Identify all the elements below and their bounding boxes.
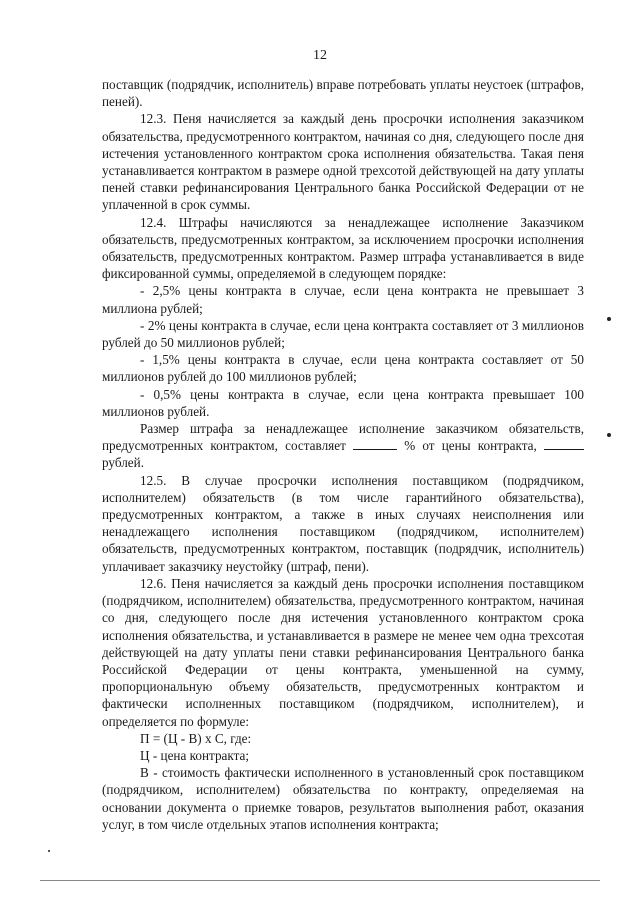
paragraph-12-6: 12.6. Пеня начисляется за каждый день просрочки исполнения поставщиком (подрядчиком, исполнителем) обязательства, предусмотренного контрактом, начиная со дня, следующего после дня истечения установленного контрактом срока исполнения обязательства, и устанавливается в размере не менее чем одна трехсотая действующей на дату уплаты пени ставки рефинансирования Центрального банка Российской Федерации от цены контракта, уменьшенной на сумму, пропорциональную объему обязательств, предусмотренных контрактом и фактически исполненных поставщиком (подрядчиком, исполнителем), и определяется по формуле: — [102, 575, 584, 729]
page-number: 12 — [313, 48, 327, 63]
rubles-blank — [544, 437, 584, 450]
paragraph-12-3: 12.3. Пеня начисляется за каждый день просрочки исполнения заказчиком обязательства, предусмотренного контрактом, начиная со дня, следующего после дня истечения установленного контрактом срока исполнения обязательства. Такая пеня устанавливается контрактом в размере одной трехсотой действующей на дату уплаты пеней ставки рефинансирования Центрального банка Российской Федерации от не уплаченной в срок суммы. — [102, 111, 584, 213]
margin-mark-2 — [607, 433, 611, 437]
scan-speck — [48, 850, 50, 852]
paragraph-continuation: поставщик (подрядчик, исполнитель) вправе потребовать уплаты неустоек (штрафов, пеней). — [102, 77, 584, 110]
percent-blank — [353, 437, 397, 450]
percent-text: % от цены контракта, — [404, 438, 537, 454]
penalty-tier-1: - 2,5% цены контракта в случае, если цена контракта не превышает 3 миллиона рублей; — [102, 283, 584, 316]
formula-line: П = (Ц - В) x С, где: — [140, 730, 252, 746]
paragraph-12-4: 12.4. Штрафы начисляются за ненадлежащее исполнение Заказчиком обязательств, предусмотренных контрактом, за исключением просрочки исполнения обязательств, предусмотренных контрактом. Размер штрафа устанавливается в виде фиксированной суммы, определяемой в следующем порядке: — [102, 214, 584, 282]
penalty-amount-paragraph — [102, 420, 584, 472]
rubles-text: рублей. — [102, 455, 145, 471]
penalty-amount-text: Размер штрафа за ненадлежащее исполнение заказчиком обязательств, предусмотренных контрактом, составляет — [102, 421, 584, 454]
margin-mark-1 — [607, 317, 611, 321]
penalty-tier-3: - 1,5% цены контракта в случае, если цена контракта составляет от 50 миллионов рублей до 100 миллионов рублей; — [102, 352, 584, 385]
penalty-tier-4: - 0,5% цены контракта в случае, если цена контракта превышает 100 миллионов рублей. — [102, 386, 584, 419]
scan-bottom-edge — [40, 880, 600, 881]
definition-c: Ц - цена контракта; — [140, 747, 250, 763]
penalty-tier-2: - 2% цены контракта в случае, если цена контракта составляет от 3 миллионов рублей до 50 миллионов рублей; — [102, 317, 584, 351]
document-body — [102, 76, 584, 833]
paragraph-12-5: 12.5. В случае просрочки исполнения поставщиком (подрядчиком, исполнителем) обязательств (в том числе гарантийного обязательства), предусмотренных контрактом, а также в иных случаях неисполнения или ненадлежащего исполнения поставщиком (подрядчиком, исполнителем) обязательств, предусмотренных контрактом, поставщик (подрядчик, исполнитель) уплачивает заказчику неустойку (штраф, пени). — [102, 472, 584, 574]
definition-b: В - стоимость фактически исполненного в установленный срок поставщиком (подрядчиком, исполнителем) обязательства по контракту, определяемая на основании документа о приемке товаров, результатов выполнения работ, оказания услуг, в том числе отдельных этапов исполнения контракта; — [102, 765, 584, 832]
